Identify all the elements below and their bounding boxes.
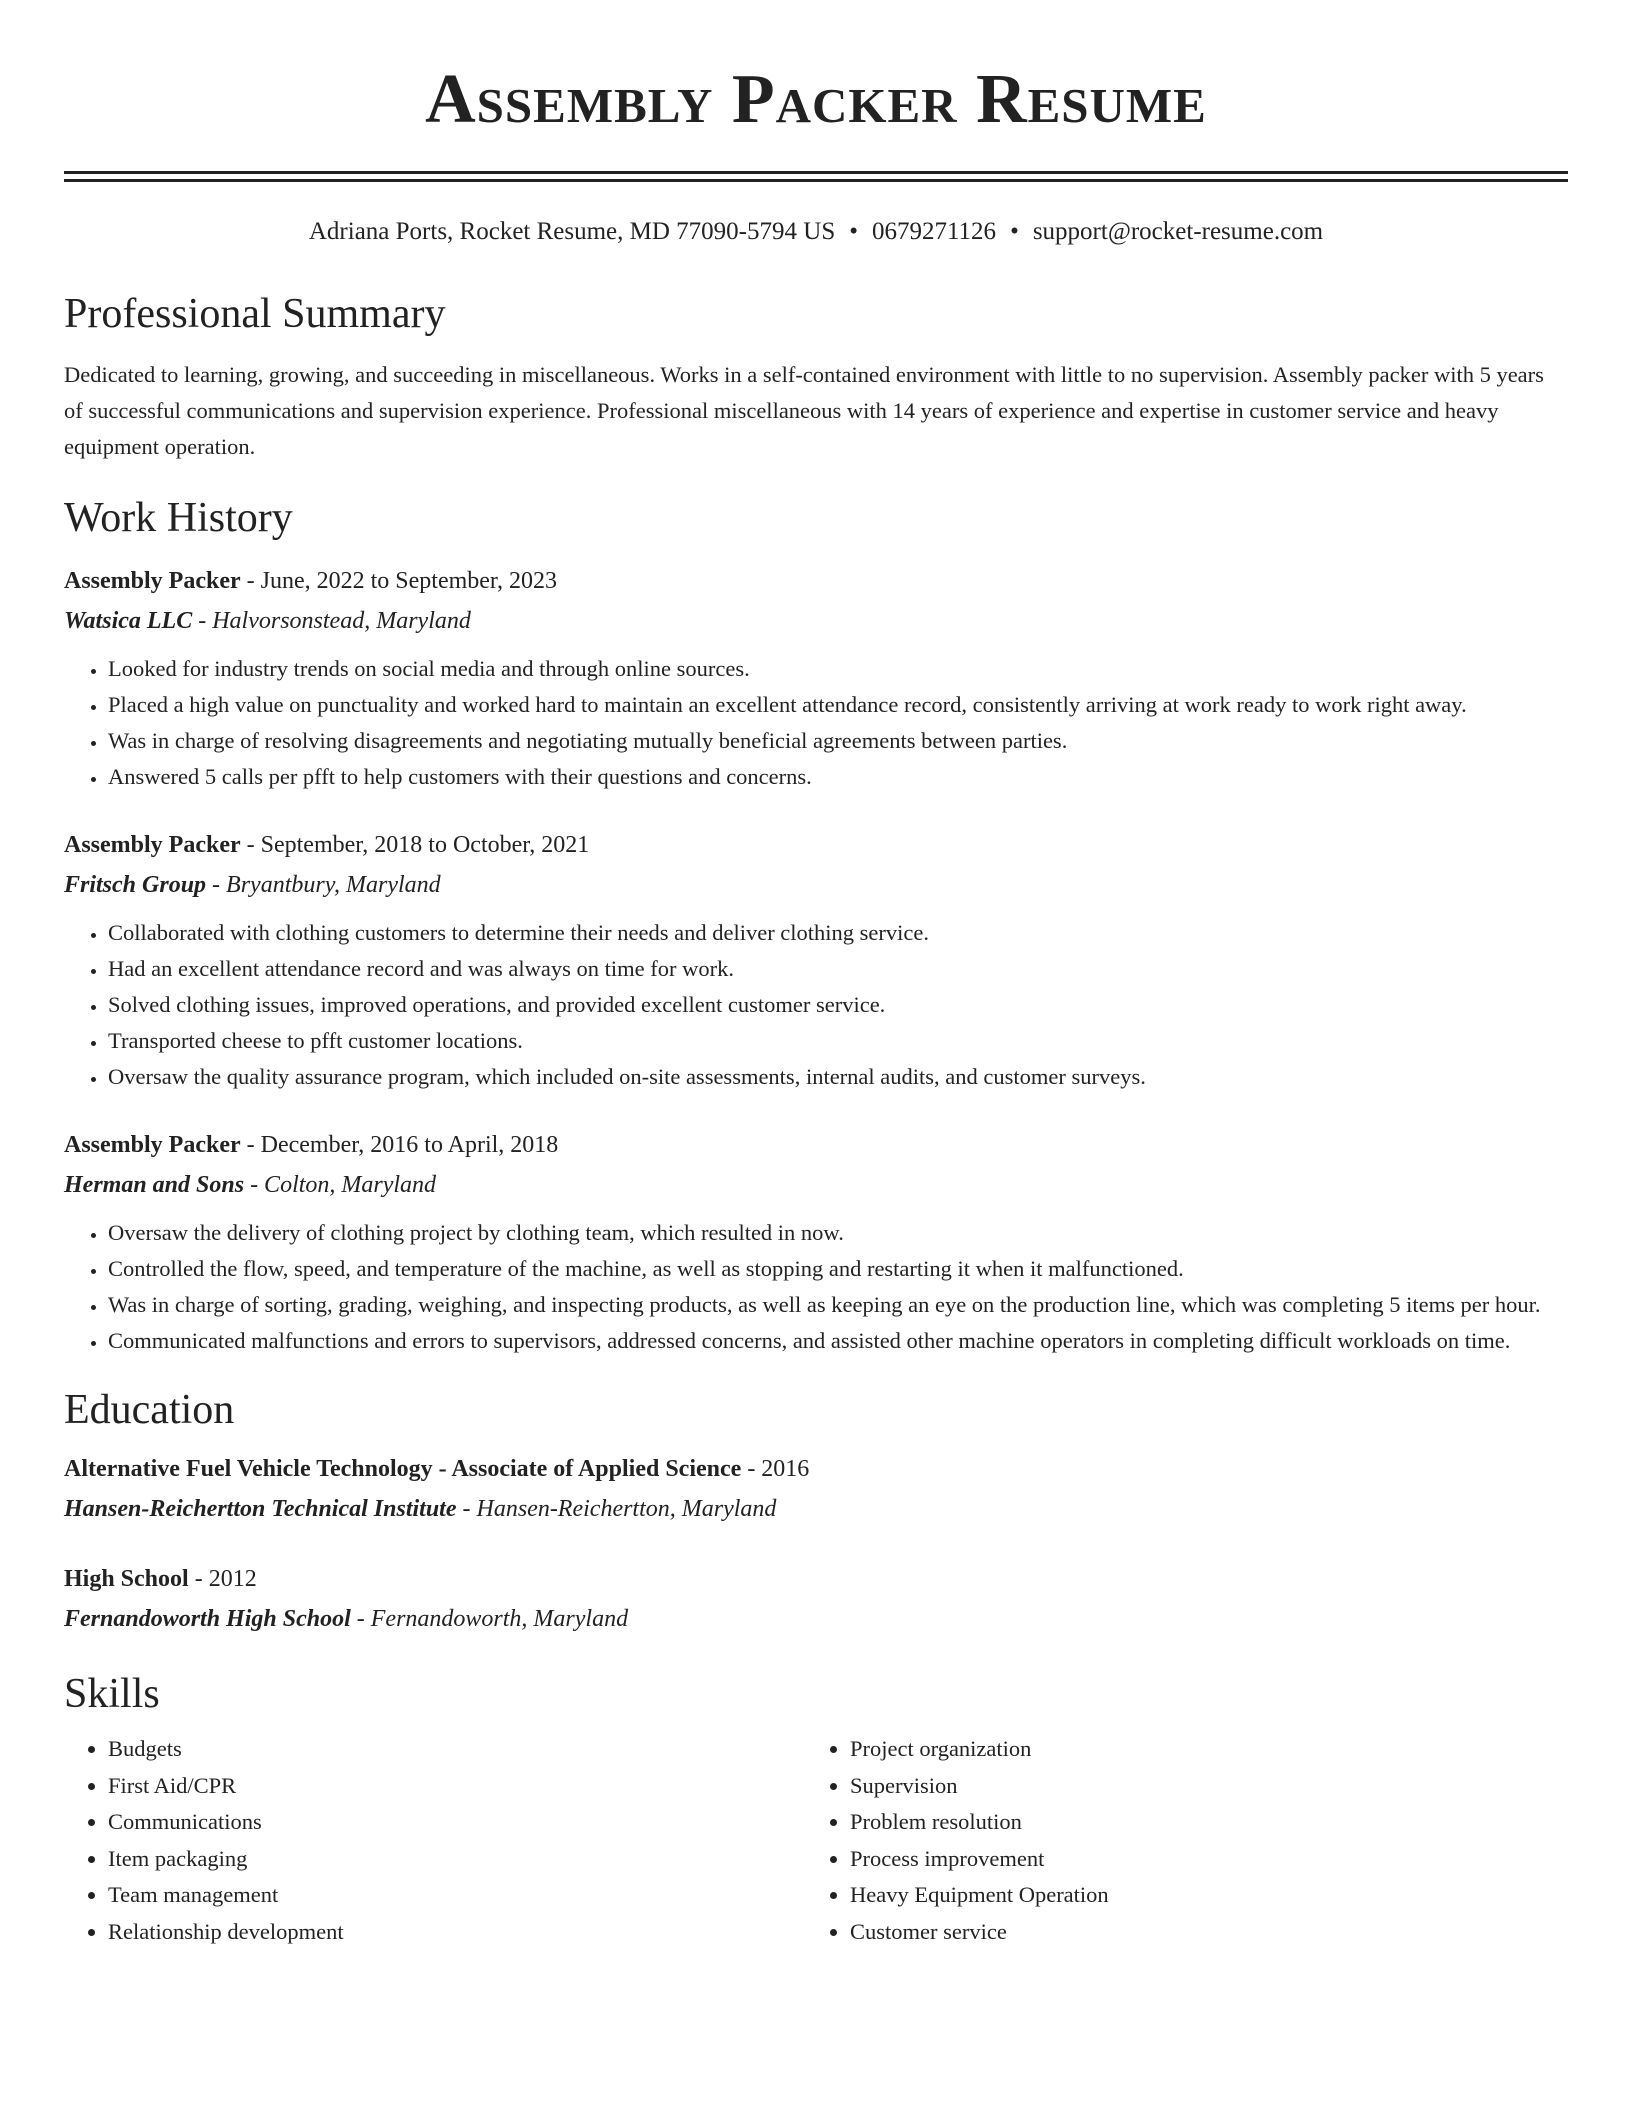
job-entry: [64, 1125, 1568, 1359]
job-title-line: [64, 561, 1568, 601]
job-title: Assembly Packer: [64, 832, 241, 858]
job-bullets: [64, 1215, 1568, 1359]
job-bullet: • Controlled the flow, speed, and temperature of the machine, as well as stopping and restarting it when it malfunctioned.: [108, 1251, 1568, 1287]
education-school-line: [64, 1489, 1568, 1529]
skills-list-right: [806, 1731, 1548, 1950]
education-school-line: [64, 1599, 1568, 1639]
job-location: - Bryantbury, Maryland: [206, 872, 441, 898]
education-degree: Alternative Fuel Vehicle Technology - Associate of Applied Science: [64, 1456, 742, 1482]
contact-line: [64, 215, 1568, 249]
education-school: Fernandoworth High School: [64, 1606, 351, 1632]
job-bullet: • Collaborated with clothing customers to determine their needs and deliver clothing service.: [108, 915, 1568, 951]
job-bullet: • Was in charge of resolving disagreements and negotiating mutually beneficial agreements between parties.: [108, 723, 1568, 759]
education-degree-line: [64, 1449, 1568, 1489]
skill-item: • Problem resolution: [850, 1804, 1548, 1841]
contact-separator: •: [1010, 218, 1019, 245]
job-dates: - September, 2018 to October, 2021: [240, 832, 590, 858]
job-bullet: • Oversaw the delivery of clothing project by clothing team, which resulted in now.: [108, 1215, 1568, 1251]
skill-item: • Heavy Equipment Operation: [850, 1877, 1548, 1914]
job-title-line: [64, 1125, 1568, 1165]
skill-item: • Project organization: [850, 1731, 1548, 1768]
job-bullet: • Transported cheese to pfft customer locations.: [108, 1023, 1568, 1059]
job-dates: - December, 2016 to April, 2018: [240, 1132, 559, 1158]
job-bullet: • Solved clothing issues, improved operations, and provided excellent customer service.: [108, 987, 1568, 1023]
skill-item: • Budgets: [108, 1731, 806, 1768]
contact-phone: 0679271126: [871, 218, 997, 245]
job-company-line: [64, 601, 1568, 641]
job-bullets: [64, 915, 1568, 1095]
job-entry: [64, 561, 1568, 795]
skill-item: • Customer service: [850, 1914, 1548, 1951]
job-title: Assembly Packer: [64, 1132, 241, 1158]
contact-email: support@rocket-resume.com: [1032, 218, 1324, 245]
summary-text: Dedicated to learning, growing, and succeeding in miscellaneous. Works in a self-contained environment with little to no supervision. Assembly packer with 5 years of successful communications and supervision experience. Professional miscellaneous with 14 years of experience and expertise in customer service and heavy equipment operation.: [64, 362, 1544, 459]
education-entry: [64, 1449, 1568, 1529]
skill-item: • Supervision: [850, 1768, 1548, 1805]
contact-address: Adriana Ports, Rocket Resume, MD 77090-5794 US: [308, 218, 836, 245]
job-location: - Colton, Maryland: [244, 1172, 437, 1198]
skills-list-left: [64, 1731, 806, 1950]
skill-item: • Relationship development: [108, 1914, 806, 1951]
skill-item: • Process improvement: [850, 1841, 1548, 1878]
job-title: Assembly Packer: [64, 568, 241, 594]
skill-item: • Item packaging: [108, 1841, 806, 1878]
education-entry: [64, 1559, 1568, 1639]
education-degree-line: [64, 1559, 1568, 1599]
education-year: - 2012: [188, 1566, 257, 1592]
education-degree: High School: [64, 1566, 189, 1592]
job-title-line: [64, 825, 1568, 865]
skills-heading: Skills: [64, 1671, 160, 1717]
education-year: - 2016: [741, 1456, 810, 1482]
resume-title: Assembly Packer Resume: [425, 61, 1207, 138]
job-company: Watsica LLC: [64, 608, 193, 634]
job-bullet: • Placed a high value on punctuality and worked hard to maintain an excellent attendance record, consistently arriving at work ready to work right away.: [108, 687, 1568, 723]
summary-heading: Professional Summary: [64, 291, 446, 337]
skill-item: • First Aid/CPR: [108, 1768, 806, 1805]
job-bullet: • Oversaw the quality assurance program, which included on-site assessments, internal audits, and customer surveys.: [108, 1059, 1568, 1095]
education-heading: Education: [64, 1387, 235, 1433]
job-location: - Halvorsonstead, Maryland: [192, 608, 471, 634]
job-entry: [64, 825, 1568, 1095]
job-bullet: • Communicated malfunctions and errors to supervisors, addressed concerns, and assisted other machine operators in completing difficult workloads on time.: [108, 1323, 1568, 1359]
job-company-line: [64, 865, 1568, 905]
skills-columns: [64, 1731, 1568, 1950]
job-bullet: • Answered 5 calls per pfft to help customers with their questions and concerns.: [108, 759, 1568, 795]
job-dates: - June, 2022 to September, 2023: [240, 568, 557, 594]
job-company: Fritsch Group: [64, 872, 207, 898]
job-company-line: [64, 1165, 1568, 1205]
skill-item: • Team management: [108, 1877, 806, 1914]
job-bullet: • Looked for industry trends on social media and through online sources.: [108, 651, 1568, 687]
education-school: Hansen-Reichertton Technical Institute: [64, 1496, 457, 1522]
job-bullet: • Had an excellent attendance record and was always on time for work.: [108, 951, 1568, 987]
title-divider-thin: [64, 179, 1568, 182]
work-history-heading: Work History: [64, 495, 293, 541]
contact-separator: •: [849, 218, 858, 245]
education-location: - Hansen-Reichertton, Maryland: [456, 1496, 777, 1522]
job-bullet: • Was in charge of sorting, grading, weighing, and inspecting products, as well as keeping an eye on the production line, which was completing 5 items per hour.: [108, 1287, 1568, 1323]
job-bullets: [64, 651, 1568, 795]
education-location: - Fernandoworth, Maryland: [350, 1606, 629, 1632]
job-company: Herman and Sons: [64, 1172, 245, 1198]
skill-item: • Communications: [108, 1804, 806, 1841]
